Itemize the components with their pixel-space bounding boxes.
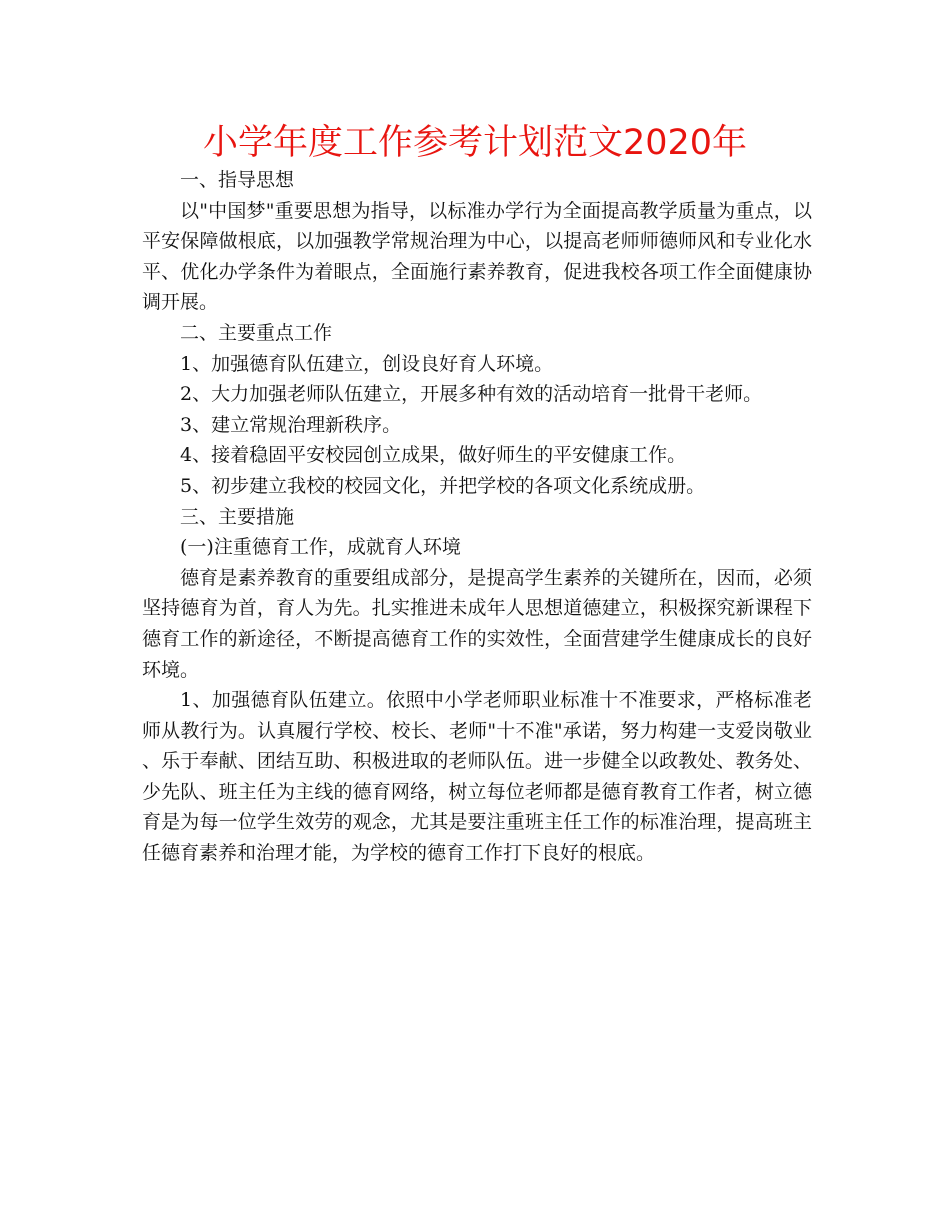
section-heading-measures: 三、主要措施 (180, 505, 295, 528)
document-title: 小学年度工作参考计划范文2020年 (202, 123, 748, 163)
list-item-key-work-3: 3、建立常规治理新秩序。 (180, 413, 402, 436)
list-item-key-work-5: 5、初步建立我校的校园文化，并把学校的各项文化系统成册。 (180, 474, 706, 497)
section-heading-guiding-thought: 一、指导思想 (180, 169, 295, 191)
section-heading-key-work: 二、主要重点工作 (180, 321, 333, 344)
subsection-heading-moral-education: (一)注重德育工作，成就育人环境 (180, 536, 461, 559)
document-body (142, 165, 812, 869)
paragraph-guiding-thought: 以"中国梦"重要思想为指导，以标准办学行为全面提高教学质量为重点，以平安保障做根底，以加强教学常规治理为中心，以提高老师师德师风和专业化水平、优化办学条件为着眼点，全面施行素养教育，促进我校各项工作全面健康协调开展。 (142, 199, 812, 314)
list-item-key-work-1: 1、加强德育队伍建立，创设良好育人环境。 (180, 352, 554, 375)
list-item-key-work-4: 4、接着稳固平安校园创立成果，做好师生的平安健康工作。 (180, 444, 687, 467)
paragraph-moral-education: 德育是素养教育的重要组成部分，是提高学生素养的关键所在，因而，必须坚持德育为首，育人为先。扎实推进未成年人思想道德建立，积极探究新课程下德育工作的新途径，不断提高德育工作的实效性，全面营建学生健康成长的良好环境。 (142, 566, 812, 681)
paragraph-moral-team: 1、加强德育队伍建立。依照中小学老师职业标准十不准要求，严格标准老师从教行为。认真履行学校、校长、老师"十不准"承诺，努力构建一支爱岗敬业、乐于奉献、团结互助、积极进取的老师队伍。进一步健全以政教处、教务处、少先队、班主任为主线的德育网络，树立每位老师都是德育教育工作者，树立德育是为每一位学生效劳的观念，尤其是要注重班主任工作的标准治理，提高班主任德育素养和治理才能，为学校的德育工作打下良好的根底。 (142, 689, 812, 865)
list-item-key-work-2: 2、大力加强老师队伍建立，开展多种有效的活动培育一批骨干老师。 (180, 383, 763, 406)
